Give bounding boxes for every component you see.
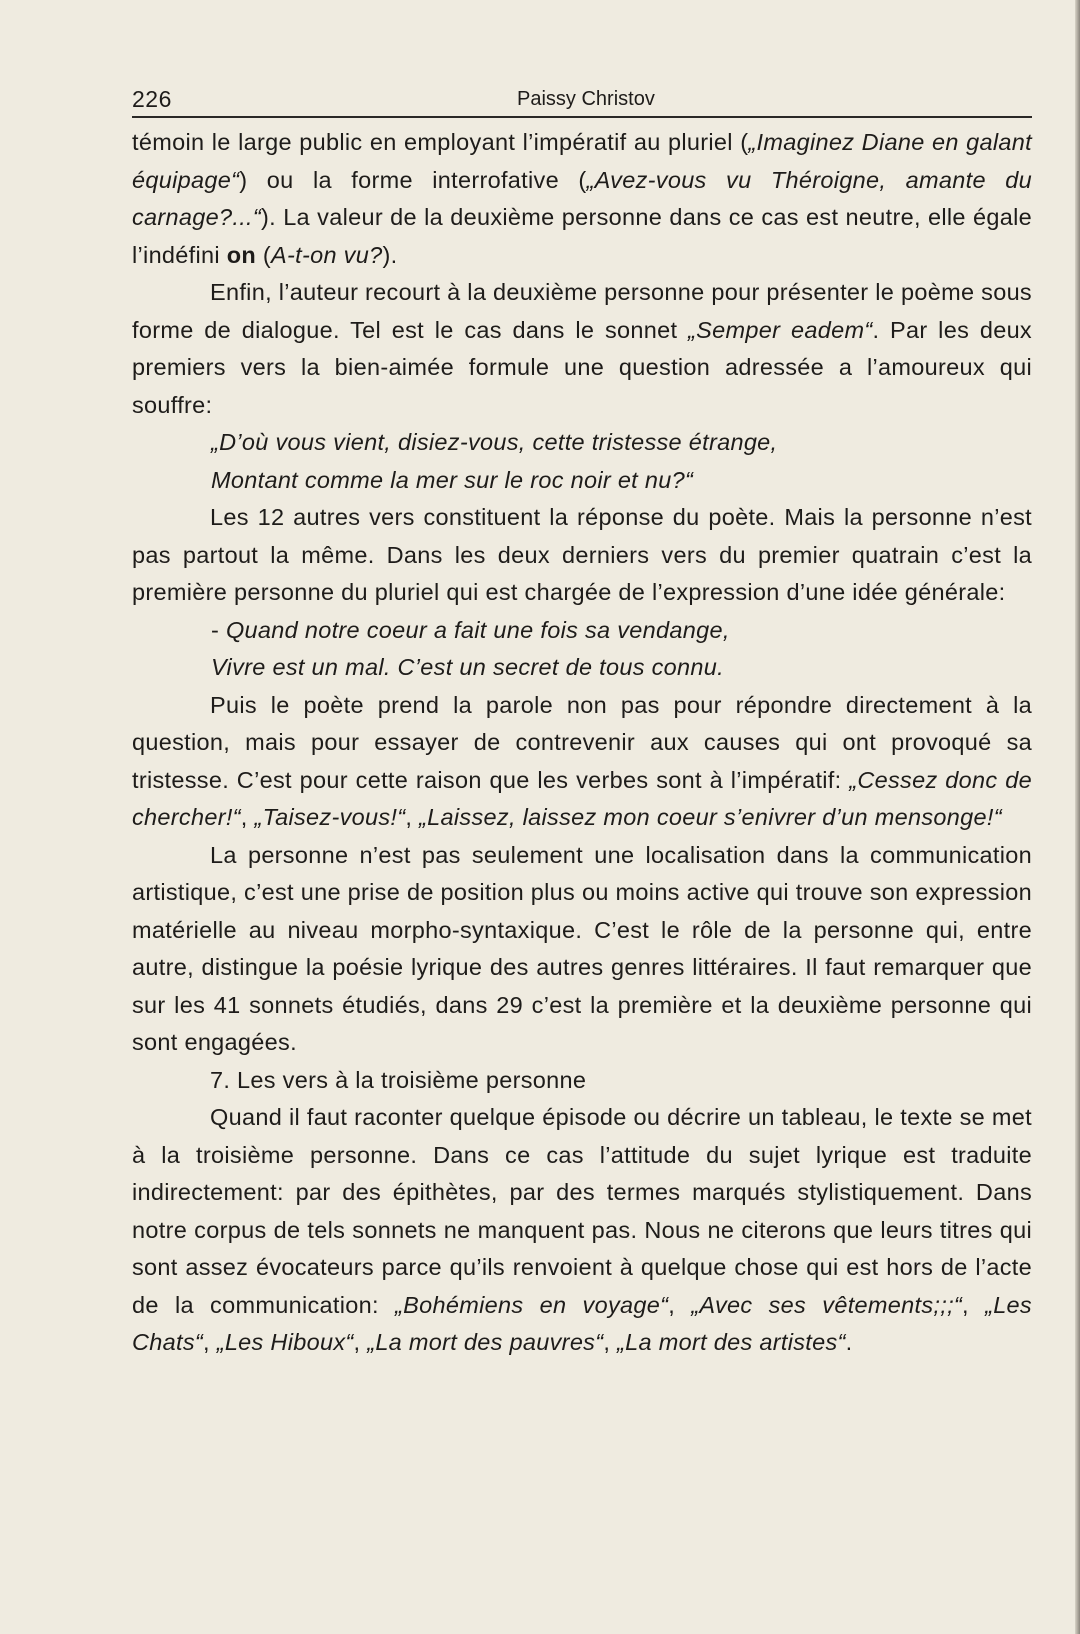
section-heading: 7. Les vers à la troisième personne <box>210 1066 587 1093</box>
paragraph: Quand il faut raconter quelque épisode ou décrire un tableau, le texte se met à la troisième personne. Dans ce cas l’attitude du sujet lyrique est traduite indirectement: par des épithètes, par des termes marqués stylistiquement. Dans notre corpus de tels sonnets ne manquent pas. Nous ne citerons que leurs titres qui sont assez évocateurs parce qu’ils renvoient à quelque chose qui est hors de l’acte de la communication: „Bohémiens en voyage“, „Avec ses vêtements;;;“, „Les Chats“, „Les Hiboux“, „La mort des pauvres“, „La mort des artistes“. <box>132 1104 1032 1355</box>
quote: „Les Hiboux“ <box>216 1329 354 1355</box>
paragraph: La personne n’est pas seulement une localisation dans la communication artistique, c’est une prise de position plus ou moins active qui trouve son expression matérielle au niveau morpho-syntaxique. C’est le rôle de la personne qui, entre autre, distingue la poésie lyrique des autres genres littéraires. Il faut remarquer que sur les 41 sonnets étudiés, dans 29 c’est la première et la deuxième personne qui sont engagées. <box>132 841 1032 1055</box>
quote: „Imaginez Diane en galant équipage“ <box>132 129 1032 193</box>
quote: „Bohémiens en voyage“ <box>395 1291 669 1318</box>
quote: „Avec ses vêtements;;;“ <box>691 1291 963 1318</box>
paragraph: Les 12 autres vers constituent la réponse du poète. Mais la personne n’est pas partout la même. Dans les deux derniers vers du premier quatrain c’est la première personne du pluriel qui est chargée de l’expression d’une idée générale: <box>132 504 1032 605</box>
quote: „Laissez, laissez mon coeur s’enivrer d’un mensonge!“ <box>419 804 1002 830</box>
page-header <box>132 84 1032 118</box>
running-head: Paissy Christov <box>517 88 655 110</box>
quote: A-t-on vu? <box>271 241 383 268</box>
bold-term: on <box>226 241 257 268</box>
page-edge-shadow <box>1075 0 1080 1634</box>
quote: „Taisez-vous!“ <box>254 804 406 830</box>
verse-line: Montant comme la mer sur le roc noir et nu?“ <box>211 466 694 493</box>
quote: „Cessez donc de chercher!“ <box>132 766 1032 830</box>
paragraph: témoin le large public en employant l’impératif au pluriel („Imaginez Diane en galant équipage“) ou la forme interrofative („Avez-vous vu Théroigne, amante du carnage?...“). La valeur de la deuxième personne dans ce cas est neutre, elle égale l’indéfini on (A-t-on vu?). <box>132 129 1032 268</box>
verse-line: - Quand notre coeur a fait une fois sa vendange, <box>211 616 730 643</box>
verse-line: Vivre est un mal. C’est un secret de tous connu. <box>211 654 724 680</box>
body-text <box>132 124 1032 1362</box>
quote: „Les Chats“ <box>132 1291 1032 1355</box>
page-number: 226 <box>132 86 172 112</box>
paragraph: Enfin, l’auteur recourt à la deuxième personne pour présenter le poème sous forme de dialogue. Tel est le cas dans le sonnet „Semper eadem“. Par les deux premiers vers la bien-aimée formule une question adressée a l’amoureux qui souffre: <box>132 279 1032 418</box>
quote: „La mort des artistes“ <box>617 1329 846 1355</box>
paragraph: Puis le poète prend la parole non pas pour répondre directement à la question, mais pour essayer de contrevenir aux causes qui ont provoqué sa tristesse. C’est pour cette raison que les verbes sont à l’impératif: „Cessez donc de chercher!“, „Taisez-vous!“, „Laissez, laissez mon coeur s’enivrer d’un mensonge!“ <box>132 691 1032 830</box>
quote: „Semper eadem“ <box>688 316 873 343</box>
verse-line: „D’où vous vient, disiez-vous, cette tristesse étrange, <box>211 429 778 455</box>
quote: „La mort des pauvres“ <box>367 1329 604 1355</box>
quote: „Avez-vous vu Théroigne, amante du carnage?...“ <box>132 166 1032 230</box>
